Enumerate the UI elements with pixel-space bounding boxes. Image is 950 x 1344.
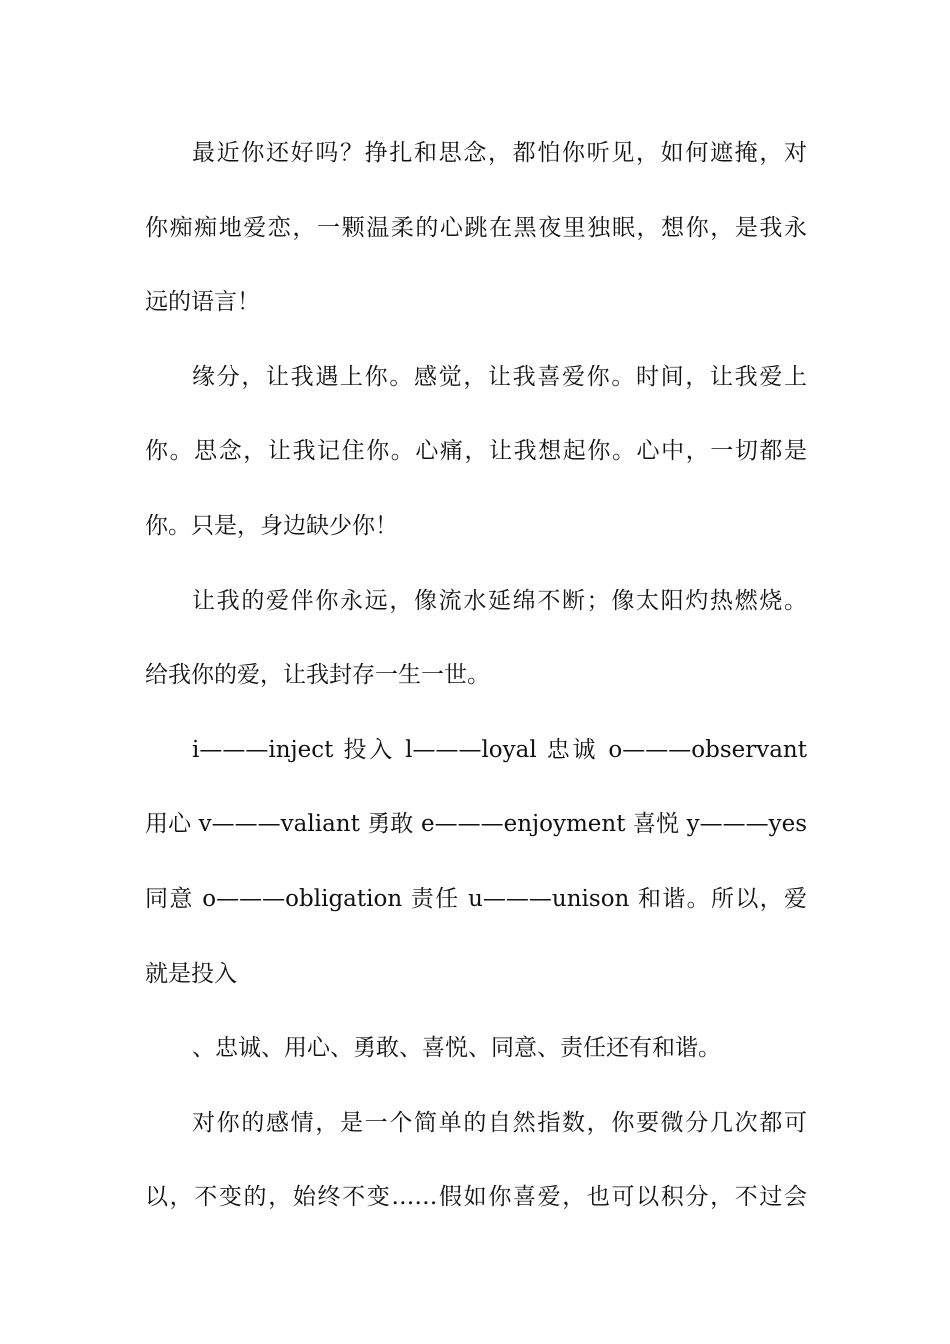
text-line: 同意 o———obligation 责任 u———unison 和谐。所以，爱 [145, 885, 807, 912]
text-line: 给我你的爱，让我封存一生一世。 [145, 662, 490, 689]
text-line: 你。只是，身边缺少你！ [145, 512, 398, 539]
text-line: 对你的感情，是一个简单的自然指数，你要微分几次都可 [192, 1109, 807, 1136]
text-line: 最近你还好吗？挣扎和思念，都怕你听见，如何遮掩，对 [192, 140, 807, 166]
text-line: 以，不变的，始终不变……假如你喜爱，也可以积分，不过会 [145, 1184, 807, 1211]
text-line: 远的语言！ [145, 289, 260, 316]
text-line: 你。思念，让我记住你。心痛，让我想起你。心中，一切都是 [145, 438, 807, 465]
body-text [145, 125, 807, 1244]
text-line: 、忠诚、用心、勇敢、喜悦、同意、责任还有和谐。 [192, 1035, 721, 1062]
text-line: 用心 v———valiant 勇敢 e———enjoyment 喜悦 y———yes [145, 811, 807, 838]
text-line: i———inject 投入 l———loyal 忠诚 o———observant [192, 736, 807, 763]
text-line: 缘分，让我遇上你。感觉，让我喜爱你。时间，让我爱上 [192, 363, 807, 390]
text-line: 你痴痴地爱恋，一颗温柔的心跳在黑夜里独眠，想你，是我永 [145, 214, 807, 241]
text-line: 让我的爱伴你永远，像流水延绵不断；像太阳灼热燃烧。 [192, 587, 807, 614]
text-line: 就是投入 [145, 960, 237, 987]
